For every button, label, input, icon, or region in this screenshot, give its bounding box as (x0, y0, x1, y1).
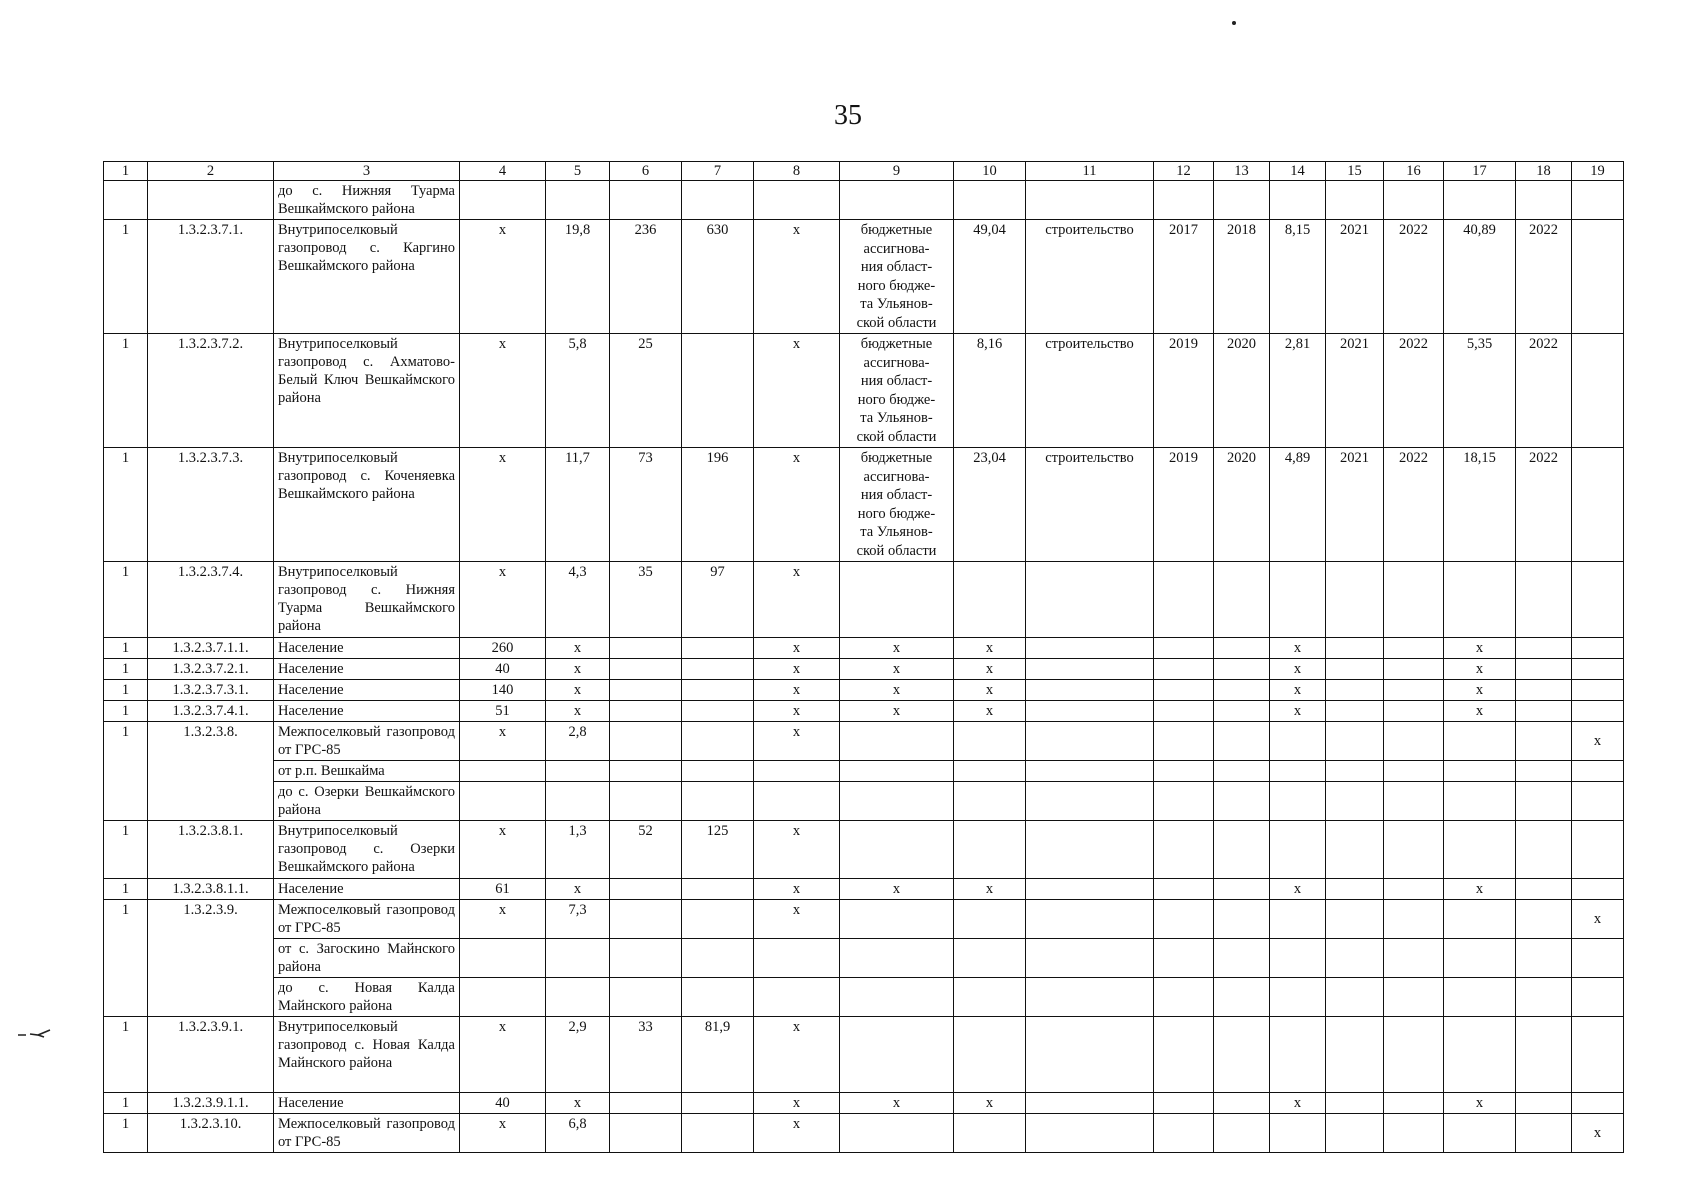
mark: х (840, 638, 954, 659)
mark: х (1444, 680, 1516, 701)
mark: х (840, 879, 954, 900)
cell-col7 (682, 334, 754, 448)
cell-col6: 73 (610, 448, 682, 562)
mark: х (754, 879, 840, 900)
row-code: 1.3.2.3.7.1. (148, 220, 274, 334)
mark: х (840, 1093, 954, 1114)
cell-col1: 1 (104, 1093, 148, 1114)
object-name: Внутрипоселковый газопровод с. Каргино Вешкаймского района (274, 220, 460, 334)
cell-col16: 2022 (1384, 448, 1444, 562)
cell-col4: 140 (460, 680, 546, 701)
mark: х (546, 638, 610, 659)
mark: х (1444, 1093, 1516, 1114)
cell-col4: х (460, 900, 546, 939)
table-row (104, 659, 1624, 680)
header-cell: 5 (546, 162, 610, 181)
row-code: 1.3.2.3.7.3. (148, 448, 274, 562)
cell-col6: 236 (610, 220, 682, 334)
table-row (104, 761, 1624, 782)
funding-line: бюджетные (860, 336, 933, 352)
object-name: Население (274, 701, 460, 722)
row-code: 1.3.2.3.10. (148, 1114, 274, 1153)
cell-col4: х (460, 1114, 546, 1153)
cell-col18: 2022 (1516, 448, 1572, 562)
table-row (104, 334, 1624, 448)
cell-col4: 40 (460, 659, 546, 680)
cell-col1: 1 (104, 638, 148, 659)
cell-col12: 2019 (1154, 334, 1214, 448)
cell-col12: 2017 (1154, 220, 1214, 334)
cell-col1: 1 (104, 1017, 148, 1093)
mark: х (546, 879, 610, 900)
funding-line: ской области (856, 428, 937, 445)
row-code: 1.3.2.3.8.1.1. (148, 879, 274, 900)
cell-col6: 33 (610, 1017, 682, 1093)
header-cell: 8 (754, 162, 840, 181)
cell-col5: 2,8 (546, 722, 610, 761)
funding-source (840, 448, 954, 562)
funding-line: ния област- (860, 487, 933, 503)
cell-col19: х (1572, 900, 1624, 939)
stage: строительство (1026, 448, 1154, 562)
cell-col4: 40 (460, 1093, 546, 1114)
cell-col10: 8,16 (954, 334, 1026, 448)
mark: х (954, 879, 1026, 900)
mark: х (754, 659, 840, 680)
header-cell: 19 (1572, 162, 1624, 181)
cell-col13: 2020 (1214, 334, 1270, 448)
header-cell: 6 (610, 162, 682, 181)
object-name: Население (274, 638, 460, 659)
header-cell: 2 (148, 162, 274, 181)
row-code: 1.3.2.3.8.1. (148, 821, 274, 879)
cell-col1: 1 (104, 722, 148, 821)
object-name: Внутрипоселковый газопровод с. Коченяевка Вешкаймского района (274, 448, 460, 562)
cell-col1: 1 (104, 659, 148, 680)
object-name: Межпоселковый газопровод от ГРС-85 (274, 722, 460, 761)
cell-col1: 1 (104, 701, 148, 722)
header-cell: 13 (1214, 162, 1270, 181)
header-cell: 15 (1326, 162, 1384, 181)
cell-col17: 18,15 (1444, 448, 1516, 562)
mark: х (954, 659, 1026, 680)
header-cell: 17 (1444, 162, 1516, 181)
header-cell: 1 (104, 162, 148, 181)
row-code: 1.3.2.3.7.4.1. (148, 701, 274, 722)
funding-source (840, 334, 954, 448)
row-code: 1.3.2.3.7.2.1. (148, 659, 274, 680)
cell-col13: 2018 (1214, 220, 1270, 334)
table-row (104, 701, 1624, 722)
cell-col5: 4,3 (546, 562, 610, 638)
stage: строительство (1026, 220, 1154, 334)
cell-col16: 2022 (1384, 334, 1444, 448)
cell-col5: 19,8 (546, 220, 610, 334)
cell-col4: х (460, 448, 546, 562)
header-cell: 11 (1026, 162, 1154, 181)
route-from: от с. Загоскино Майнского района (274, 939, 460, 978)
mark: х (1444, 659, 1516, 680)
header-cell: 3 (274, 162, 460, 181)
header-cell: 7 (682, 162, 754, 181)
cell-col4: 51 (460, 701, 546, 722)
cell-col14: 4,89 (1270, 448, 1326, 562)
cell-col4: х (460, 334, 546, 448)
header-cell: 14 (1270, 162, 1326, 181)
cell-col8: х (754, 1017, 840, 1093)
mark: х (1270, 638, 1326, 659)
data-table (103, 161, 1624, 1153)
table-row (104, 879, 1624, 900)
row-code: 1.3.2.3.9.1.1. (148, 1093, 274, 1114)
scan-mark (18, 1028, 52, 1040)
cell-col14: 8,15 (1270, 220, 1326, 334)
funding-source (840, 220, 954, 334)
cell-col18: 2022 (1516, 334, 1572, 448)
cell-col5: 2,9 (546, 1017, 610, 1093)
object-name: до с. Нижняя Туарма Вешкаймского района (274, 181, 460, 220)
cell-col8: х (754, 334, 840, 448)
cell-col5: 6,8 (546, 1114, 610, 1153)
mark: х (954, 638, 1026, 659)
mark: х (954, 701, 1026, 722)
funding-line: ассигнова- (863, 354, 930, 371)
table-row (104, 448, 1624, 562)
cell-col15: 2021 (1326, 334, 1384, 448)
cell-col1: 1 (104, 879, 148, 900)
cell-col7: 97 (682, 562, 754, 638)
table-row (104, 978, 1624, 1017)
object-name: Население (274, 659, 460, 680)
header-cell: 16 (1384, 162, 1444, 181)
cell-col1: 1 (104, 220, 148, 334)
cell-col7: 196 (682, 448, 754, 562)
mark: х (1444, 638, 1516, 659)
cell-col4: х (460, 562, 546, 638)
cell-col5: 7,3 (546, 900, 610, 939)
cell-col5: 1,3 (546, 821, 610, 879)
cell-col18: 2022 (1516, 220, 1572, 334)
table-row (104, 782, 1624, 821)
cell-col8: х (754, 562, 840, 638)
mark: х (546, 701, 610, 722)
cell-col8: х (754, 220, 840, 334)
funding-line: бюджетные (860, 222, 933, 238)
funding-line: ного бюдже- (857, 391, 936, 408)
cell-col4: 61 (460, 879, 546, 900)
table-row (104, 722, 1624, 761)
mark: х (1444, 879, 1516, 900)
cell-col1: 1 (104, 448, 148, 562)
funding-line: та Ульянов- (860, 296, 933, 312)
funding-line: ния област- (860, 373, 933, 389)
row-code: 1.3.2.3.7.3.1. (148, 680, 274, 701)
object-name: Внутрипоселковый газопровод с. Озерки Вешкаймского района (274, 821, 460, 879)
row-code: 1.3.2.3.9. (148, 900, 274, 1017)
row-code: 1.3.2.3.7.2. (148, 334, 274, 448)
funding-line: ного бюдже- (857, 277, 936, 294)
cell-col4: 260 (460, 638, 546, 659)
cell-col15: 2021 (1326, 448, 1384, 562)
table-row (104, 939, 1624, 978)
cell-col17: 5,35 (1444, 334, 1516, 448)
mark: х (840, 680, 954, 701)
object-name: Внутрипоселковый газопровод с. Новая Калда Майнского района (274, 1017, 460, 1093)
cell-col4: х (460, 220, 546, 334)
mark: х (1270, 659, 1326, 680)
mark: х (754, 680, 840, 701)
mark: х (1270, 701, 1326, 722)
cell-col1: 1 (104, 900, 148, 1017)
cell-col8: х (754, 448, 840, 562)
header-cell: 10 (954, 162, 1026, 181)
table-row (104, 562, 1624, 638)
table-row (104, 900, 1624, 939)
cell-col6: 25 (610, 334, 682, 448)
header-cell: 18 (1516, 162, 1572, 181)
mark: х (546, 1093, 610, 1114)
funding-line: ской области (856, 542, 937, 559)
cell-col14: 2,81 (1270, 334, 1326, 448)
cell-col19: х (1572, 722, 1624, 761)
row-code: 1.3.2.3.7.4. (148, 562, 274, 638)
cell-col15: 2021 (1326, 220, 1384, 334)
mark: х (840, 701, 954, 722)
table-row (104, 638, 1624, 659)
cell-col8: х (754, 900, 840, 939)
table-row (104, 680, 1624, 701)
object-name: Межпоселковый газопровод от ГРС-85 (274, 1114, 460, 1153)
mark: х (954, 1093, 1026, 1114)
mark: х (1270, 879, 1326, 900)
funding-line: та Ульянов- (860, 524, 933, 540)
page-number: 35 (834, 100, 862, 131)
cell-col5: 11,7 (546, 448, 610, 562)
row-code: 1.3.2.3.9.1. (148, 1017, 274, 1093)
cell-col4: х (460, 722, 546, 761)
mark: х (954, 680, 1026, 701)
table-row (104, 220, 1624, 334)
mark: х (754, 1093, 840, 1114)
funding-line: ного бюдже- (857, 505, 936, 522)
object-name: Внутрипоселковый газопровод с. Нижняя Туарма Вешкаймского района (274, 562, 460, 638)
mark: х (1270, 680, 1326, 701)
cell-col8: х (754, 1114, 840, 1153)
cell-col4: х (460, 1017, 546, 1093)
cell-col4: х (460, 821, 546, 879)
mark: х (754, 638, 840, 659)
header-cell: 4 (460, 162, 546, 181)
header-cell: 9 (840, 162, 954, 181)
mark: х (1444, 701, 1516, 722)
cell-col5: 5,8 (546, 334, 610, 448)
funding-line: ассигнова- (863, 240, 930, 257)
object-name: Внутрипоселковый газопровод с. Ахматово-Белый Ключ Вешкаймского района (274, 334, 460, 448)
cell-col1: 1 (104, 1114, 148, 1153)
cell-col16: 2022 (1384, 220, 1444, 334)
header-cell: 12 (1154, 162, 1214, 181)
object-name: Население (274, 879, 460, 900)
table-row (104, 1017, 1624, 1093)
cell-col8: х (754, 722, 840, 761)
cell-col6: 52 (610, 821, 682, 879)
table-row (104, 181, 1624, 220)
stage: строительство (1026, 334, 1154, 448)
header-row (104, 162, 1624, 181)
cell-col10: 49,04 (954, 220, 1026, 334)
route-to: до с. Новая Калда Майнского района (274, 978, 460, 1017)
object-name: Межпоселковый газопровод от ГРС-85 (274, 900, 460, 939)
funding-line: ния област- (860, 259, 933, 275)
scan-speck (1232, 21, 1236, 25)
cell-col17: 40,89 (1444, 220, 1516, 334)
object-name: Население (274, 1093, 460, 1114)
mark: х (840, 659, 954, 680)
row-code: 1.3.2.3.8. (148, 722, 274, 821)
object-name: Население (274, 680, 460, 701)
cell-col1: 1 (104, 680, 148, 701)
cell-col10: 23,04 (954, 448, 1026, 562)
cell-col19: х (1572, 1114, 1624, 1153)
table-row (104, 821, 1624, 879)
table-row (104, 1093, 1624, 1114)
row-code: 1.3.2.3.7.1.1. (148, 638, 274, 659)
cell-col13: 2020 (1214, 448, 1270, 562)
funding-line: бюджетные (860, 450, 933, 466)
cell-col12: 2019 (1154, 448, 1214, 562)
cell-col1: 1 (104, 821, 148, 879)
cell-col8: х (754, 821, 840, 879)
cell-col1: 1 (104, 334, 148, 448)
funding-line: ассигнова- (863, 468, 930, 485)
funding-line: ской области (856, 314, 937, 331)
route-from: от р.п. Вешкайма (274, 761, 460, 782)
cell-col1: 1 (104, 562, 148, 638)
mark: х (1270, 1093, 1326, 1114)
funding-line: та Ульянов- (860, 410, 933, 426)
route-to: до с. Озерки Вешкаймского района (274, 782, 460, 821)
cell-col6: 35 (610, 562, 682, 638)
cell-col7: 125 (682, 821, 754, 879)
mark: х (546, 680, 610, 701)
table-row (104, 1114, 1624, 1153)
cell-col7: 81,9 (682, 1017, 754, 1093)
cell-col7: 630 (682, 220, 754, 334)
mark: х (754, 701, 840, 722)
mark: х (546, 659, 610, 680)
